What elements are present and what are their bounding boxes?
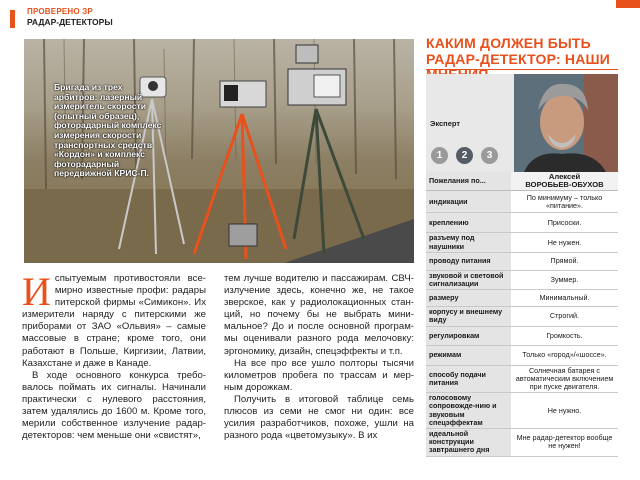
expert-last-name: ВОРОБЬЕВ-ОБУХОВ [525, 180, 604, 190]
number-badge: 2 [456, 147, 473, 164]
article-column-1 [22, 269, 206, 442]
table-row [426, 345, 618, 365]
table-row [426, 365, 618, 393]
article-paragraph: В ходе основного конкурса требо-валось поймать их сигналы. Начинали практически с нулевого расстояния, затем удалялись до 1600 м. Кроме того, мерили собственное излучение радар-детекторов: чем меньше они «свистят», [22, 369, 206, 442]
corner-tab [616, 0, 640, 8]
article-paragraph [22, 269, 206, 370]
row-value: Только «город»/«шоссе». [511, 345, 618, 365]
row-value: По минимуму – только «питание». [511, 191, 618, 213]
article-column-2 [224, 273, 414, 442]
expert-name [511, 172, 618, 191]
panel-title-line: РАДАР-ДЕТЕКТОР: НАШИ [426, 50, 611, 67]
table-row [426, 307, 618, 326]
table-header-row [426, 172, 618, 191]
table-row [426, 326, 618, 345]
table-row [426, 191, 618, 213]
section-title: РАДАР-ДЕТЕКТОРЫ [27, 17, 113, 27]
expert-first-name: Алексей [548, 172, 581, 181]
row-value: Минимальный. [511, 290, 618, 307]
row-key: корпусу и внешнему виду [426, 307, 511, 326]
row-key: звуковой и световой сигнализации [426, 270, 511, 289]
row-value: Громкость. [511, 326, 618, 345]
table-row [426, 213, 618, 233]
drop-cap: И [22, 269, 51, 314]
row-key: регулировкам [426, 326, 511, 345]
row-value: Присоски. [511, 213, 618, 233]
table-row [426, 290, 618, 307]
expert-portrait [514, 74, 618, 172]
article-photo [24, 39, 414, 263]
table-row [426, 252, 618, 270]
row-value: Не нужен. [511, 233, 618, 252]
table-header-key: Пожелания по... [426, 172, 511, 191]
table-row [426, 233, 618, 252]
article-paragraph: Получить в итоговой таблице семь плюсов из семи не смог ни один: все усилия разработчиков, похоже, ушли на разного рода «цветомузыку». В их [224, 393, 414, 442]
portrait-illustration [514, 74, 618, 172]
row-value: Зуммер. [511, 270, 618, 289]
row-key: идеальной конструкции завтрашнего дня [426, 429, 511, 457]
expert-label: Эксперт [430, 119, 461, 128]
row-value: Строгий. [511, 307, 618, 326]
photo-caption: Бригада из трех арбитров: лазерный измеритель скорости (опытный образец), фоторадарный комплекс измерения скорости транспортных средств «Кордон» и комплекс фоторадарный передвижной КРИС-П. [54, 82, 162, 179]
row-key: голосовому сопровожде-нию и звуковым спецэффектам [426, 393, 511, 429]
table-row [426, 393, 618, 429]
row-value: Солнечная батарея с автоматическим включением при пуске двигателя. [511, 365, 618, 393]
row-key: размеру [426, 290, 511, 307]
row-key: креплению [426, 213, 511, 233]
divider [426, 69, 618, 70]
number-badge: 1 [431, 147, 448, 164]
table-row [426, 270, 618, 289]
row-value: Мне радар-детектор вообще не нужен! [511, 429, 618, 457]
panel-title-line: КАКИМ ДОЛЖЕН БЫТЬ [426, 35, 591, 51]
row-key: индикации [426, 191, 511, 213]
row-key: разъему под наушники [426, 233, 511, 252]
row-key: режимам [426, 345, 511, 365]
number-badge: 3 [481, 147, 498, 164]
row-value: Не нужно. [511, 393, 618, 429]
preferences-table [426, 172, 618, 457]
section-marker [10, 10, 15, 28]
expert-numbers [431, 147, 498, 164]
row-key: проводу питания [426, 252, 511, 270]
row-value: Прямой. [511, 252, 618, 270]
article-paragraph: тем лучше водителю и пассажирам. СВЧ-излучение здесь, конечно же, не такое зверское, как у радиолокационных стан-ций, но почему бы не выбрать мини-мальное? До и после основной програм-мы оценивали разного рода мелочовку: эргономику, дизайн, спецэффекты и т.п. [224, 273, 414, 357]
kicker: ПРОВЕРЕНО ЗР [27, 7, 93, 16]
article-paragraph: На все про все ушло полторы тысячи километров пробега по трассам и мер-ным дорожкам. [224, 357, 414, 393]
row-key: способу подачи питания [426, 365, 511, 393]
table-row [426, 429, 618, 457]
paragraph-text: спытуемым противостояли все-мирно известные профи: радары питерской фирмы «Симикон». Их измерители наряду с питерскими же приборами от ЗАО «Ольвия» – самые массовые в стране; кроме того, они работают в Польше, Киргизии, Латвии, Казахстане и даже в Канаде. [22, 273, 206, 369]
